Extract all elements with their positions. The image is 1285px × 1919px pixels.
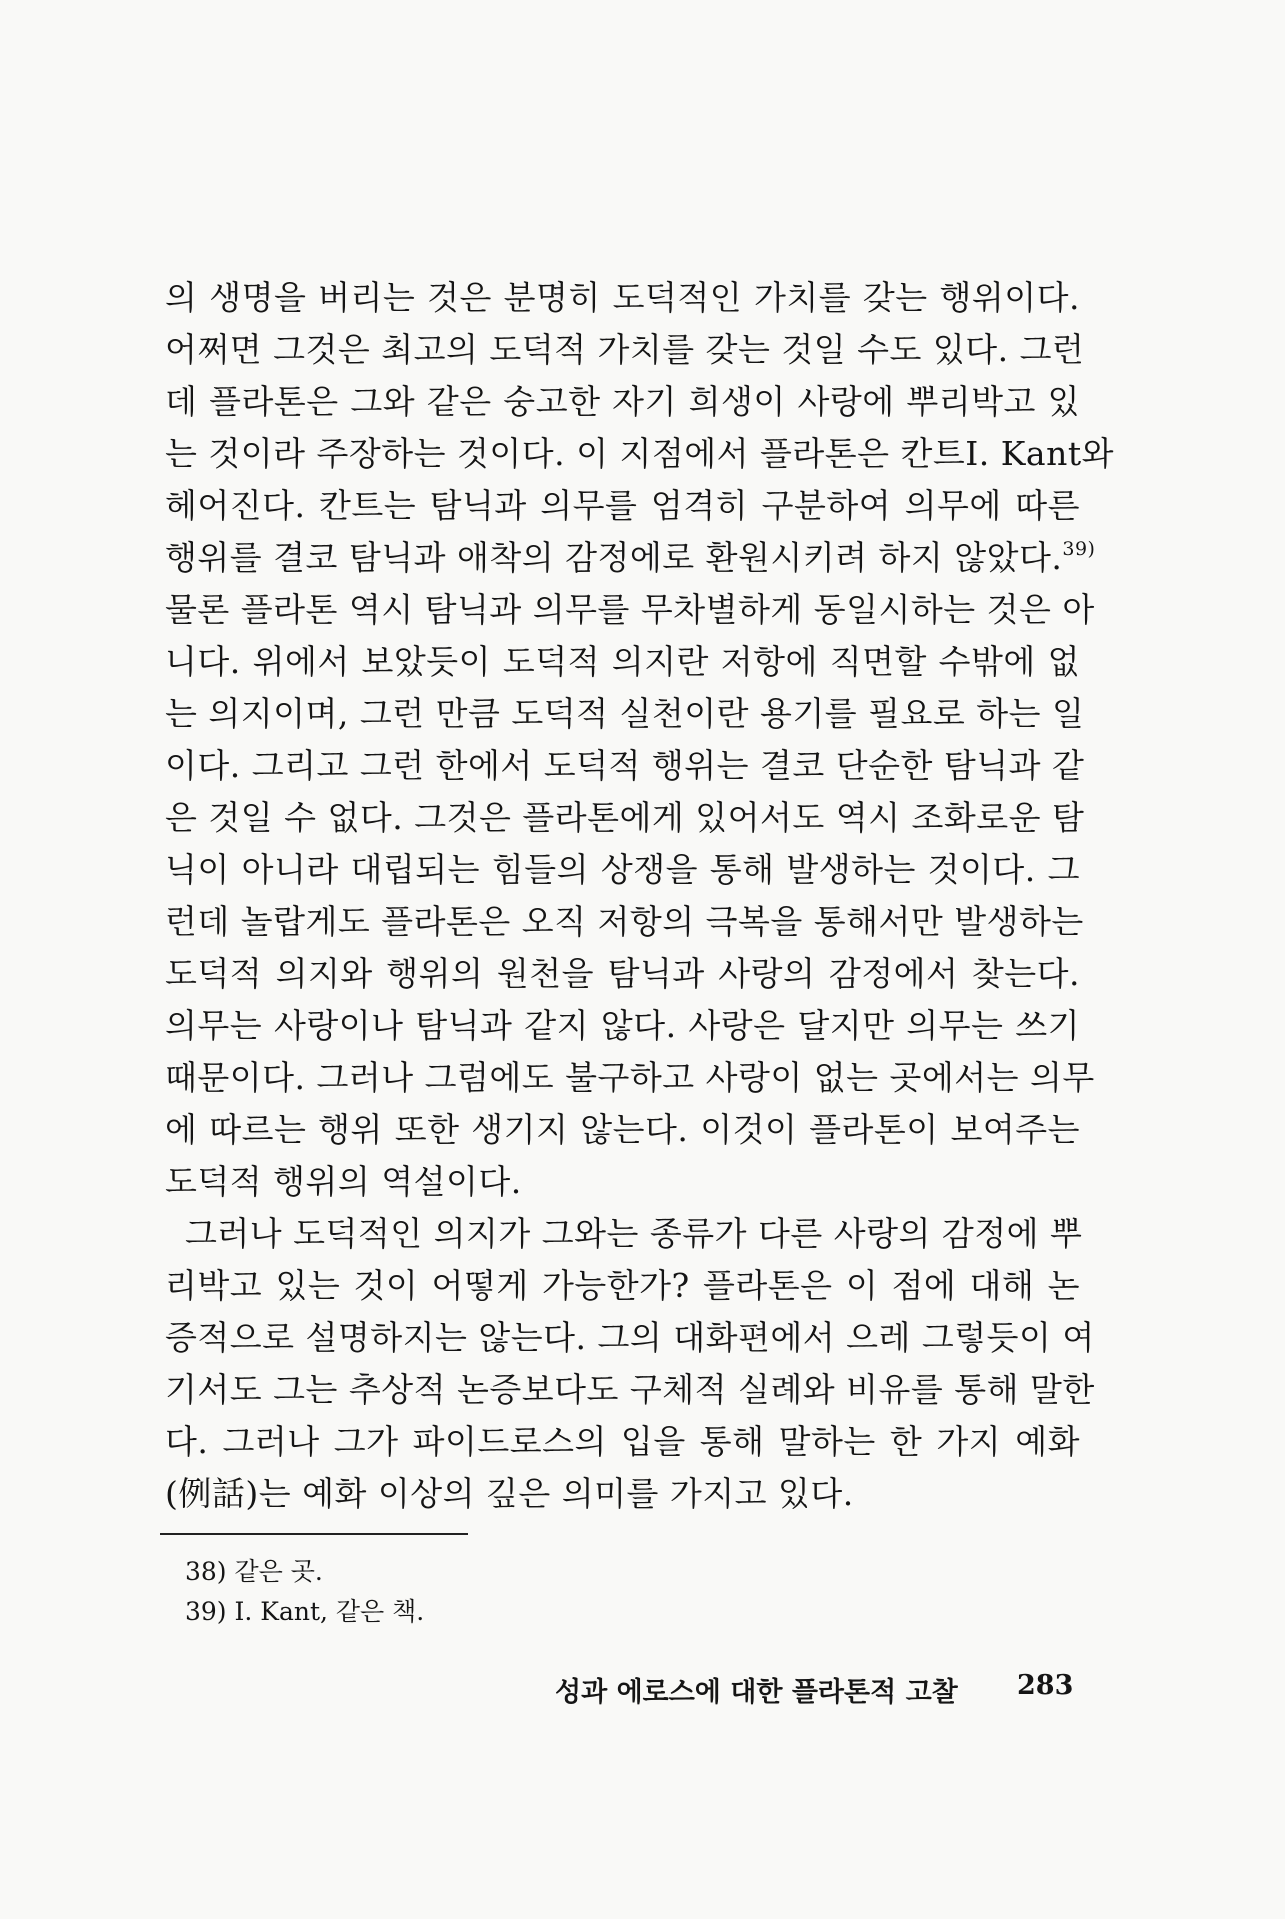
text-line: 기서도 그는 추상적 논증보다도 구체적 실례와 비유를 통해 말한	[165, 1370, 1095, 1409]
text-line: 의 생명을 버리는 것은 분명히 도덕적인 가치를 갖는 행위이다.	[165, 278, 1080, 317]
text-line: 헤어진다. 칸트는 탐닉과 의무를 엄격히 구분하여 의무에 따른	[165, 486, 1080, 525]
page-number: 283	[1017, 1670, 1074, 1701]
footnote-divider	[160, 1533, 468, 1535]
text-line: 다. 그러나 그가 파이드로스의 입을 통해 말하는 한 가지 예화	[165, 1422, 1080, 1461]
text-line: 때문이다. 그러나 그럼에도 불구하고 사랑이 없는 곳에서는 의무	[165, 1058, 1095, 1097]
text-line: 에 따르는 행위 또한 생기지 않는다. 이것이 플라톤이 보여주는	[165, 1110, 1080, 1149]
text-line: 의무는 사랑이나 탐닉과 같지 않다. 사랑은 달지만 의무는 쓰기	[165, 1006, 1080, 1045]
text-line: 물론 플라톤 역시 탐닉과 의무를 무차별하게 동일시하는 것은 아	[165, 590, 1095, 629]
text-line: 니다. 위에서 보았듯이 도덕적 의지란 저항에 직면할 수밖에 없	[165, 642, 1080, 681]
paragraph-end-line: (例話)는 예화 이상의 깊은 의미를 가지고 있다.	[165, 1474, 854, 1513]
footnote-reference: 39)	[1062, 538, 1096, 560]
footnotes	[185, 1552, 424, 1632]
paragraph-end-line: 도덕적 행위의 역설이다.	[165, 1162, 522, 1201]
text-line: 는 의지이며, 그런 만큼 도덕적 실천이란 용기를 필요로 하는 일	[165, 694, 1085, 733]
text-line: 도덕적 의지와 행위의 원천을 탐닉과 사랑의 감정에서 찾는다.	[165, 954, 1080, 993]
text-line: 데 플라톤은 그와 같은 숭고한 자기 희생이 사랑에 뿌리박고 있	[165, 382, 1080, 421]
text-line: 리박고 있는 것이 어떻게 가능한가? 플라톤은 이 점에 대해 논	[165, 1266, 1080, 1305]
body-text	[165, 272, 1114, 1520]
footnote-39: 39) I. Kant, 같은 책.	[185, 1597, 425, 1626]
text-line-with-footnote	[165, 532, 1096, 584]
text-line: 는 것이라 주장하는 것이다. 이 지점에서 플라톤은 칸트I. Kant와	[165, 434, 1114, 473]
text-line-content: 행위를 결코 탐닉과 애착의 감정에로 환원시키려 하지 않았다.	[165, 538, 1063, 577]
text-line: 어쩌면 그것은 최고의 도덕적 가치를 갖는 것일 수도 있다. 그런	[165, 330, 1085, 369]
paragraph-start-line: 그러나 도덕적인 의지가 그와는 종류가 다른 사랑의 감정에 뿌	[185, 1214, 1083, 1253]
text-line: 은 것일 수 없다. 그것은 플라톤에게 있어서도 역시 조화로운 탐	[165, 798, 1085, 837]
text-line: 런데 놀랍게도 플라톤은 오직 저항의 극복을 통해서만 발생하는	[165, 902, 1084, 941]
text-line: 증적으로 설명하지는 않는다. 그의 대화편에서 으레 그렇듯이 여	[165, 1318, 1095, 1357]
text-line: 이다. 그리고 그런 한에서 도덕적 행위는 결코 단순한 탐닉과 같	[165, 746, 1085, 785]
footnote-38: 38) 같은 곳.	[185, 1557, 323, 1586]
text-line: 닉이 아니라 대립되는 힘들의 상쟁을 통해 발생하는 것이다. 그	[165, 850, 1080, 889]
running-footer: 성과 에로스에 대한 플라톤적 고찰	[555, 1677, 958, 1708]
